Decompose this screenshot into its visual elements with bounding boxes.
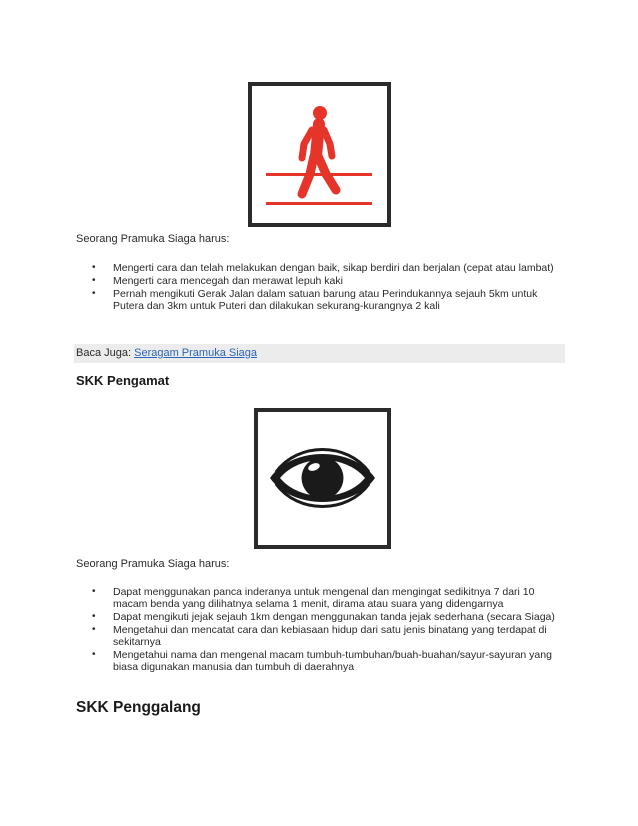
walking-person-icon [252, 86, 387, 223]
bullet-icon: • [92, 611, 96, 622]
seragam-pramuka-siaga-link[interactable]: Seragam Pramuka Siaga [134, 347, 258, 359]
bullet-icon: • [92, 624, 96, 635]
list-item: • Dapat menggunakan panca inderanya untuk mengenal dan mengingat sedikitnya 7 dari 10 macam benda yang dilihatnya selama 1 menit, dirama atau suara yang didengarnya [92, 586, 535, 610]
list-item: • Mengerti cara mencegah dan merawat lepuh kaki [92, 275, 343, 287]
section1-requirement-list [76, 262, 566, 313]
baca-juga-box [74, 344, 565, 363]
bullet-icon: • [92, 586, 96, 597]
list-item: • Mengetahui dan mencatat cara dan kebiasaan hidup dari satu jenis binatang yang terdapat di sekitarnya [92, 624, 547, 648]
skk-walking-badge [248, 82, 391, 227]
list-item: • Mengetahui nama dan mengenal macam tumbuh-tumbuhan/buah-buahan/sayur-sayuran yang biasa digunakan manusia dan tumbuh di daerahnya [92, 649, 552, 673]
section2-requirement-list [76, 586, 566, 674]
section-heading-penggalang: SKK Penggalang [76, 699, 201, 716]
section2-intro: Seorang Pramuka Siaga harus: [76, 558, 230, 570]
section-heading-pengamat: SKK Pengamat [76, 373, 170, 388]
skk-eye-badge [254, 408, 391, 549]
list-item: • Mengerti cara dan telah melakukan dengan baik, sikap berdiri dan berjalan (cepat atau lambat) [92, 262, 554, 274]
bullet-icon: • [92, 288, 96, 299]
baca-juga-label: Baca Juga: [76, 347, 132, 359]
bullet-icon: • [92, 262, 96, 273]
bullet-icon: • [92, 275, 96, 286]
eye-icon [258, 412, 387, 545]
section1-intro: Seorang Pramuka Siaga harus: [76, 233, 230, 245]
bullet-icon: • [92, 649, 96, 660]
list-item: • Pernah mengikuti Gerak Jalan dalam satuan barung atau Perindukannya sejauh 5km untuk Putera dan 3km untuk Puteri dan dilakukan sekurang-kurangnya 2 kali [92, 288, 538, 312]
list-item: • Dapat mengikuti jejak sejauh 1km dengan menggunakan tanda jejak sederhana (secara Siaga) [92, 611, 555, 623]
